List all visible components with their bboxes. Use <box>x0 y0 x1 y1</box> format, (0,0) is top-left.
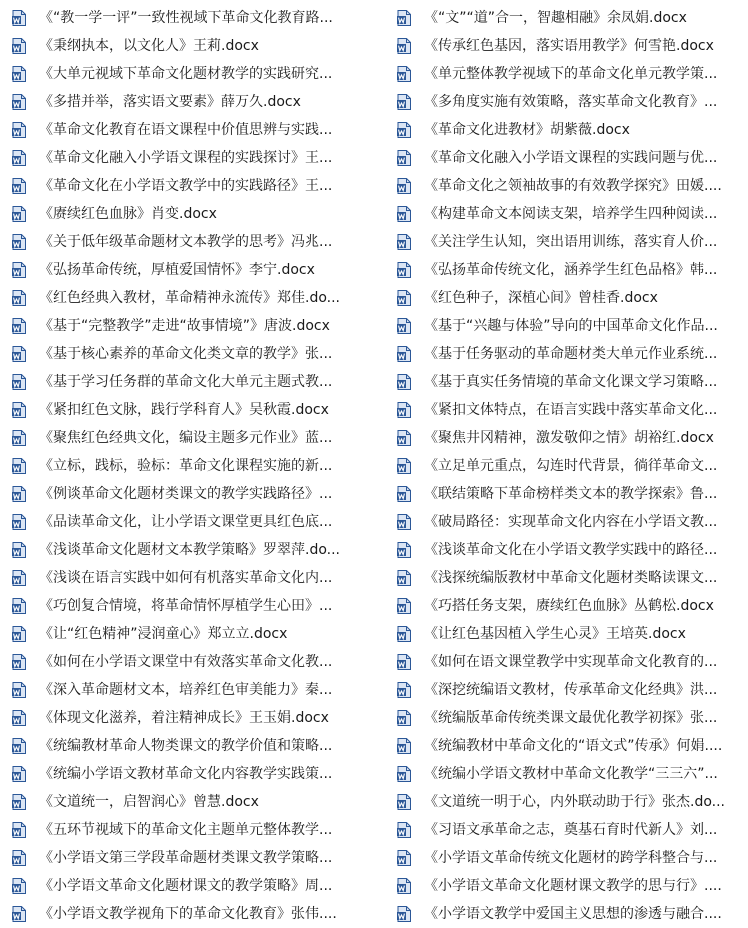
file-item[interactable] <box>397 256 744 284</box>
file-name: 《革命文化融入小学语文课程的实践问题与优... <box>424 150 718 166</box>
word-doc-icon <box>397 122 411 138</box>
file-item[interactable] <box>397 480 744 508</box>
word-doc-icon <box>12 430 26 446</box>
file-item[interactable] <box>397 424 744 452</box>
file-name: 《多措并举，落实语文要素》薛万久.docx <box>39 94 301 110</box>
file-name: 《浅谈在语言实践中如何有机落实革命文化内... <box>39 570 333 586</box>
word-doc-icon <box>12 542 26 558</box>
file-item[interactable] <box>12 480 382 508</box>
file-item[interactable] <box>12 312 382 340</box>
file-name: 《巧搭任务支架，赓续红色血脉》丛鹤松.docx <box>424 598 714 614</box>
file-name: 《红色经典入教材，革命精神永流传》郑佳.do... <box>39 290 341 306</box>
file-item[interactable] <box>12 648 382 676</box>
word-doc-icon <box>12 822 26 838</box>
word-doc-icon <box>12 122 26 138</box>
word-doc-icon <box>12 178 26 194</box>
file-name: 《“文”“道”合一，智趣相融》余凤娟.docx <box>424 10 687 26</box>
file-item[interactable] <box>397 816 744 844</box>
file-item[interactable] <box>12 564 382 592</box>
file-item[interactable] <box>12 760 382 788</box>
file-name: 《立标，践标，验标：革命文化课程实施的新... <box>39 458 333 474</box>
file-name: 《聚焦井冈精神，激发敬仰之情》胡裕红.docx <box>424 430 714 446</box>
file-item[interactable] <box>397 844 744 872</box>
file-item[interactable] <box>12 368 382 396</box>
word-doc-icon <box>12 318 26 334</box>
file-item[interactable] <box>397 228 744 256</box>
word-doc-icon <box>397 66 411 82</box>
file-name: 《紧扣红色文脉，践行学科育人》吴秋霞.docx <box>39 402 329 418</box>
file-name: 《基于学习任务群的革命文化大单元主题式教... <box>39 374 333 390</box>
word-doc-icon <box>397 486 411 502</box>
word-doc-icon <box>397 654 411 670</box>
word-doc-icon <box>397 850 411 866</box>
word-doc-icon <box>397 570 411 586</box>
word-doc-icon <box>397 318 411 334</box>
file-name: 《统编小学语文教材革命文化内容教学实践策... <box>39 766 333 782</box>
file-name: 《小学语文第三学段革命题材类课文教学策略... <box>39 850 333 866</box>
word-doc-icon <box>12 766 26 782</box>
file-item[interactable] <box>397 88 744 116</box>
file-item[interactable] <box>12 144 382 172</box>
file-name: 《单元整体教学视域下的革命文化单元教学策... <box>424 66 718 82</box>
file-name: 《赓续红色血脉》肖变.docx <box>39 206 217 222</box>
file-name: 《弘扬革命传统文化，涵养学生红色品格》韩... <box>424 262 718 278</box>
word-doc-icon <box>12 738 26 754</box>
word-doc-icon <box>12 346 26 362</box>
word-doc-icon <box>12 682 26 698</box>
file-item[interactable] <box>397 900 744 928</box>
word-doc-icon <box>12 290 26 306</box>
file-name: 《深挖统编语文教材，传承革命文化经典》洪... <box>424 682 718 698</box>
word-doc-icon <box>12 402 26 418</box>
file-item[interactable] <box>397 760 744 788</box>
file-item[interactable] <box>397 508 744 536</box>
file-item[interactable] <box>397 172 744 200</box>
word-doc-icon <box>397 738 411 754</box>
word-doc-icon <box>397 766 411 782</box>
file-column-left <box>12 4 382 928</box>
file-item[interactable] <box>12 732 382 760</box>
word-doc-icon <box>12 850 26 866</box>
word-doc-icon <box>12 514 26 530</box>
file-item[interactable] <box>12 844 382 872</box>
word-doc-icon <box>397 290 411 306</box>
word-doc-icon <box>397 178 411 194</box>
file-name: 《基于任务驱动的革命题材类大单元作业系统... <box>424 346 718 362</box>
file-name: 《浅探统编版教材中革命文化题材类略读课文... <box>424 570 718 586</box>
file-name: 《统编版革命传统类课文最优化教学初探》张... <box>424 710 718 726</box>
file-item[interactable] <box>12 452 382 480</box>
word-doc-icon <box>12 906 26 922</box>
file-name: 《深入革命题材文本，培养红色审美能力》秦... <box>39 682 333 698</box>
file-name: 《革命文化融入小学语文课程的实践探讨》王... <box>39 150 333 166</box>
word-doc-icon <box>12 486 26 502</box>
file-name: 《习语文承革命之志，奠基石育时代新人》刘... <box>424 822 718 838</box>
file-item[interactable] <box>12 900 382 928</box>
file-item[interactable] <box>12 88 382 116</box>
file-name: 《如何在语文课堂教学中实现革命文化教育的... <box>424 654 718 670</box>
word-doc-icon <box>12 206 26 222</box>
file-item[interactable] <box>397 536 744 564</box>
word-doc-icon <box>12 570 26 586</box>
file-item[interactable] <box>12 704 382 732</box>
file-name: 《多角度实施有效策略，落实革命文化教育》... <box>424 94 718 110</box>
word-doc-icon <box>397 402 411 418</box>
word-doc-icon <box>397 38 411 54</box>
file-item[interactable] <box>12 620 382 648</box>
file-name: 《让红色基因植入学生心灵》王培英.docx <box>424 626 686 642</box>
file-item[interactable] <box>397 564 744 592</box>
word-doc-icon <box>397 542 411 558</box>
word-doc-icon <box>397 458 411 474</box>
word-doc-icon <box>397 822 411 838</box>
word-doc-icon <box>397 150 411 166</box>
file-name: 《品读革命文化，让小学语文课堂更具红色底... <box>39 514 333 530</box>
file-item[interactable] <box>397 284 744 312</box>
file-item[interactable] <box>397 788 744 816</box>
file-item[interactable] <box>397 648 744 676</box>
word-doc-icon <box>397 430 411 446</box>
word-doc-icon <box>12 794 26 810</box>
file-name: 《让“红色精神”浸润童心》郑立立.docx <box>39 626 288 642</box>
file-name: 《聚焦红色经典文化，编设主题多元作业》蓝... <box>39 430 333 446</box>
file-item[interactable] <box>12 4 382 32</box>
word-doc-icon <box>397 374 411 390</box>
file-name: 《关于低年级革命题材文本教学的思考》冯兆... <box>39 234 333 250</box>
word-doc-icon <box>12 878 26 894</box>
file-name: 《大单元视域下革命文化题材教学的实践研究... <box>39 66 333 82</box>
file-item[interactable] <box>397 4 744 32</box>
word-doc-icon <box>12 94 26 110</box>
file-item[interactable] <box>12 788 382 816</box>
word-doc-icon <box>397 346 411 362</box>
file-name: 《基于核心素养的革命文化类文章的教学》张... <box>39 346 333 362</box>
file-item[interactable] <box>397 592 744 620</box>
file-item[interactable] <box>397 368 744 396</box>
word-doc-icon <box>12 626 26 642</box>
file-item[interactable] <box>12 508 382 536</box>
file-item[interactable] <box>397 340 744 368</box>
file-item[interactable] <box>12 172 382 200</box>
word-doc-icon <box>12 598 26 614</box>
file-item[interactable] <box>12 32 382 60</box>
file-item[interactable] <box>397 620 744 648</box>
word-doc-icon <box>12 10 26 26</box>
word-doc-icon <box>12 150 26 166</box>
file-name: 《小学语文教学视角下的革命文化教育》张伟.... <box>39 906 337 922</box>
file-name: 《构建革命文本阅读支架，培养学生四种阅读... <box>424 206 718 222</box>
file-name: 《基于“兴趣与体验”导向的中国革命文化作品... <box>424 318 718 334</box>
file-name: 《统编小学语文教材中革命文化教学“三三六”... <box>424 766 718 782</box>
file-name: 《革命文化进教材》胡紫薇.docx <box>424 122 630 138</box>
word-doc-icon <box>12 262 26 278</box>
file-name: 《“教一学一评”一致性视域下革命文化教育路... <box>39 10 333 26</box>
file-item[interactable] <box>397 676 744 704</box>
file-name: 《破局路径：实现革命文化内容在小学语文教... <box>424 514 718 530</box>
file-item[interactable] <box>397 32 744 60</box>
word-doc-icon <box>12 654 26 670</box>
word-doc-icon <box>397 234 411 250</box>
word-doc-icon <box>397 878 411 894</box>
word-doc-icon <box>397 906 411 922</box>
file-name: 《文道统一，启智润心》曾慧.docx <box>39 794 259 810</box>
file-name: 《统编教材革命人物类课文的教学价值和策略... <box>39 738 333 754</box>
file-name: 《传承红色基因，落实语用教学》何雪艳.docx <box>424 38 714 54</box>
file-item[interactable] <box>397 60 744 88</box>
file-name: 《小学语文革命文化题材课文的教学策略》周... <box>39 878 333 894</box>
word-doc-icon <box>397 710 411 726</box>
file-name: 《巧创复合情境，将革命情怀厚植学生心田》... <box>39 598 333 614</box>
word-doc-icon <box>397 598 411 614</box>
file-name: 《统编教材中革命文化的“语文式”传承》何娟.... <box>424 738 723 754</box>
file-name: 《革命文化之领袖故事的有效教学探究》田媛.... <box>424 178 722 194</box>
file-name: 《立足单元重点，勾连时代背景，徜徉革命文... <box>424 458 718 474</box>
file-name: 《弘扬革命传统，厚植爱国情怀》李宁.docx <box>39 262 315 278</box>
word-doc-icon <box>12 38 26 54</box>
file-column-right <box>397 4 744 928</box>
file-item[interactable] <box>12 536 382 564</box>
file-name: 《关注学生认知，突出语用训练，落实育人价... <box>424 234 718 250</box>
word-doc-icon <box>397 626 411 642</box>
file-name: 《文道统一明于心，内外联动助于行》张杰.do... <box>424 794 726 810</box>
file-name: 《联结策略下革命榜样类文本的教学探索》鲁... <box>424 486 718 502</box>
file-name: 《浅谈革命文化题材文本教学策略》罗翠萍.do... <box>39 542 341 558</box>
word-doc-icon <box>12 710 26 726</box>
file-name: 《基于“完整教学”走进“故事情境”》唐波.docx <box>39 318 330 334</box>
file-name: 《小学语文革命文化题材课文教学的思与行》.... <box>424 878 722 894</box>
file-name: 《小学语文教学中爱国主义思想的渗透与融合.... <box>424 906 722 922</box>
file-item[interactable] <box>397 872 744 900</box>
file-name: 《红色种子，深植心间》曾桂香.docx <box>424 290 658 306</box>
file-item[interactable] <box>397 312 744 340</box>
file-name: 《小学语文革命传统文化题材的跨学科整合与... <box>424 850 718 866</box>
word-doc-icon <box>12 458 26 474</box>
file-item[interactable] <box>12 816 382 844</box>
file-item[interactable] <box>12 340 382 368</box>
word-doc-icon <box>12 234 26 250</box>
file-item[interactable] <box>12 256 382 284</box>
file-name: 《浅谈革命文化在小学语文教学实践中的路径... <box>424 542 718 558</box>
file-item[interactable] <box>397 732 744 760</box>
word-doc-icon <box>397 206 411 222</box>
word-doc-icon <box>397 514 411 530</box>
file-item[interactable] <box>12 284 382 312</box>
word-doc-icon <box>397 262 411 278</box>
file-item[interactable] <box>12 424 382 452</box>
file-name: 《革命文化在小学语文教学中的实践路径》王... <box>39 178 333 194</box>
file-item[interactable] <box>397 704 744 732</box>
file-item[interactable] <box>397 144 744 172</box>
file-item[interactable] <box>12 676 382 704</box>
file-name: 《基于真实任务情境的革命文化课文学习策略... <box>424 374 718 390</box>
file-item[interactable] <box>397 396 744 424</box>
file-item[interactable] <box>12 200 382 228</box>
file-item[interactable] <box>12 592 382 620</box>
file-item[interactable] <box>12 396 382 424</box>
word-doc-icon <box>397 682 411 698</box>
file-item[interactable] <box>12 60 382 88</box>
file-item[interactable] <box>397 452 744 480</box>
file-name: 《秉纲执本，以文化人》王莉.docx <box>39 38 259 54</box>
file-item[interactable] <box>12 872 382 900</box>
word-doc-icon <box>12 374 26 390</box>
word-doc-icon <box>12 66 26 82</box>
file-item[interactable] <box>12 228 382 256</box>
file-name: 《紧扣文体特点，在语言实践中落实革命文化... <box>424 402 718 418</box>
word-doc-icon <box>397 94 411 110</box>
file-name: 《革命文化教育在语文课程中价值思辨与实践... <box>39 122 333 138</box>
file-item[interactable] <box>12 116 382 144</box>
file-name: 《如何在小学语文课堂中有效落实革命文化教... <box>39 654 333 670</box>
file-item[interactable] <box>397 116 744 144</box>
file-name: 《体现文化滋养，着注精神成长》王玉娟.docx <box>39 710 329 726</box>
file-name: 《例谈革命文化题材类课文的教学实践路径》... <box>39 486 333 502</box>
word-doc-icon <box>397 10 411 26</box>
file-name: 《五环节视域下的革命文化主题单元整体教学... <box>39 822 333 838</box>
file-item[interactable] <box>397 200 744 228</box>
word-doc-icon <box>397 794 411 810</box>
